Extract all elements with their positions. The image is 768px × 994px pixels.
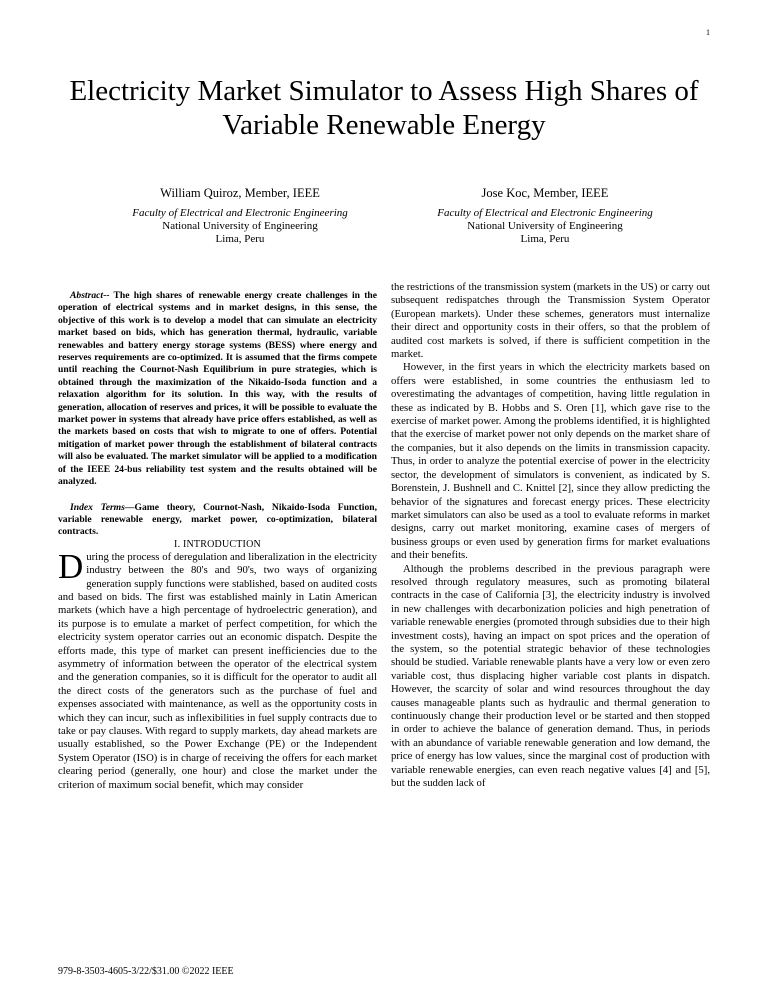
author-faculty: Faculty of Electrical and Electronic Engineering: [132, 207, 348, 219]
author-block-1: [95, 186, 385, 246]
author-university: National University of Engineering: [467, 220, 623, 232]
section-heading-introduction: [58, 539, 377, 551]
paper-title: Electricity Market Simulator to Assess High Shares of Variable Renewable Energy: [69, 75, 699, 141]
intro-paragraph-1-text: uring the process of deregulation and liberalization in the electricity industry between the 80's and 90's, two ways of organizing generation supply functions were stablished, based on audited costs and based on bids. The first was established mainly in Latin American markets (which have a high percentage of hydroelectric generation), and its purpose is to emulate a market of perfect competition, for which the electricity system operator carries out an economic dispatch. Despite the efforts made, this type of market can present inefficiencies due to the asymmetry of information between the operator of the electrical system and the generation companies, so it is difficult for the operator to audit all the direct costs of the generators such as the purchase of fuel and expenses associated with maintenance, as well as the opportunity costs in which they can incur, such as inflexibilities in fuel supply contracts due to take or pay clauses. With regard to supply markets, day ahead markets are usually established, so the Power Exchange (PE) or the Independent System Operator (ISO) is in charge of receiving the offers for each market clearing period (generally, one hour) and close the market under the criterion of maximum social benefit, which may consider: [58, 550, 377, 791]
author-university: National University of Engineering: [162, 220, 318, 232]
intro-paragraph-2: However, in the first years in which the electricity markets based on offers were established, in some countries the enthusiasm led to overestimating the advantages of competition, having little regulation in these as indicated by B. Hobbs and S. Oren [1], which gave rise to the exercise of market power. Among the problems identified, it is highlighted that the exercise of market power not only depends on the market share of the companies, but it also depends on the limits in transmission capacity. Thus, in order to analyze the potential exercise of power in the electricity sector, the development of simulators is convenient, as indicated by S. Borenstein, J. Bushnell and C. Knittel [2], since they allow predicting the behavior of the signatures and forecast energy prices. These electricity market simulators can also be used as a tool to evaluate reforms in market designs, carry out market monitoring, examine cases of mergers of business groups or even used by generation firms for market evaluations and their benefits.: [391, 361, 710, 562]
right-column: [391, 281, 710, 790]
author-city: Lima, Peru: [520, 233, 570, 245]
section-first-letter: I: [182, 538, 187, 550]
author-block-2: [400, 186, 690, 246]
intro-paragraph-1: [58, 546, 377, 792]
section-numeral: I.: [174, 538, 183, 550]
left-column: [58, 280, 377, 792]
abstract-text: -- The high shares of renewable energy create challenges in the operation of electrical systems and in market designs, in this sense, the objective of this work is to develop a model that can simulate an electricity market based on bids, which has generation thermal, hydraulic, variable renewables and battery energy storage systems (BESS) where energy and reserves requirements are co-optimized. It is assumed that the firms compete until reaching the Cournot-Nash Equilibrium in pure strategies, which is obtained through the maximization of the Nikaido-Isoda function and a relaxation algorithm for its solution. In this way, with the results of generation, allocation of reserves and prices, it will be possible to evaluate the market power in systems that already have price offers established, as well as the markets based on costs that wish to migrate to one of offers. Potential mitigation of market power through the establishment of bilateral contracts will also be evaluated. The market simulator will be applied to a modification of the IEEE 24-bus reliability test system and the results obtained will be analyzed.: [58, 290, 377, 488]
abstract: [58, 290, 377, 489]
intro-paragraph-1-continued: the restrictions of the transmission system (markets in the US) or carry out subsequent redispatches through the Transmission System Operator (European markets). Under these schemes, generators must internalize their direct and opportunity costs in their offers, so that the problem of audited cost markets is solved, if there is sufficient competition in the market.: [391, 281, 710, 361]
author-city: Lima, Peru: [215, 233, 265, 245]
author-name: Jose Koc, Member, IEEE: [481, 186, 609, 200]
author-faculty: Faculty of Electrical and Electronic Engineering: [437, 207, 653, 219]
author-name: William Quiroz, Member, IEEE: [160, 186, 320, 200]
index-terms-text: —Game theory, Cournot-Nash, Nikaido-Isoda Function, variable renewable energy, market power, co-optimization, bilateral contracts.: [58, 501, 377, 538]
abstract-label: Abstract: [70, 290, 104, 301]
drop-cap: D: [58, 546, 84, 586]
section-rest: NTRODUCTION: [186, 538, 261, 550]
page-number: 1: [706, 28, 710, 37]
index-terms: [58, 502, 377, 539]
intro-paragraph-3: Although the problems described in the previous paragraph were resolved through regulatory measures, such as promoting bilateral contracts in the case of California [3], the electricity industry is involved in new challenges with decarbonization policies and high penetration of variable renewable energies (promoted through subsidies due to their high investment costs), having an impact on spot prices and the operation of the system, so the potential strategic behavior of these technologies should be studied. Variable renewable plants have a very low or even zero variable cost, thus displacing higher variable cost plants in dispatch. However, the scarcity of solar and wind resources throughout the day causes manageable plants such as hydraulic and thermal generation to continuously change their production level or be started and then stopped in order to achieve the balance of generation demand. Thus, in periods with an abundance of variable renewable generation and low demand, the price of energy has low values, since the marginal cost of production with variable renewable energies, can even reach negative values [4] and [5], but the sudden lack of: [391, 562, 710, 790]
index-terms-label: Index Terms: [70, 501, 125, 513]
copyright-notice: 979-8-3503-4605-3/22/$31.00 ©2022 IEEE: [58, 966, 234, 977]
